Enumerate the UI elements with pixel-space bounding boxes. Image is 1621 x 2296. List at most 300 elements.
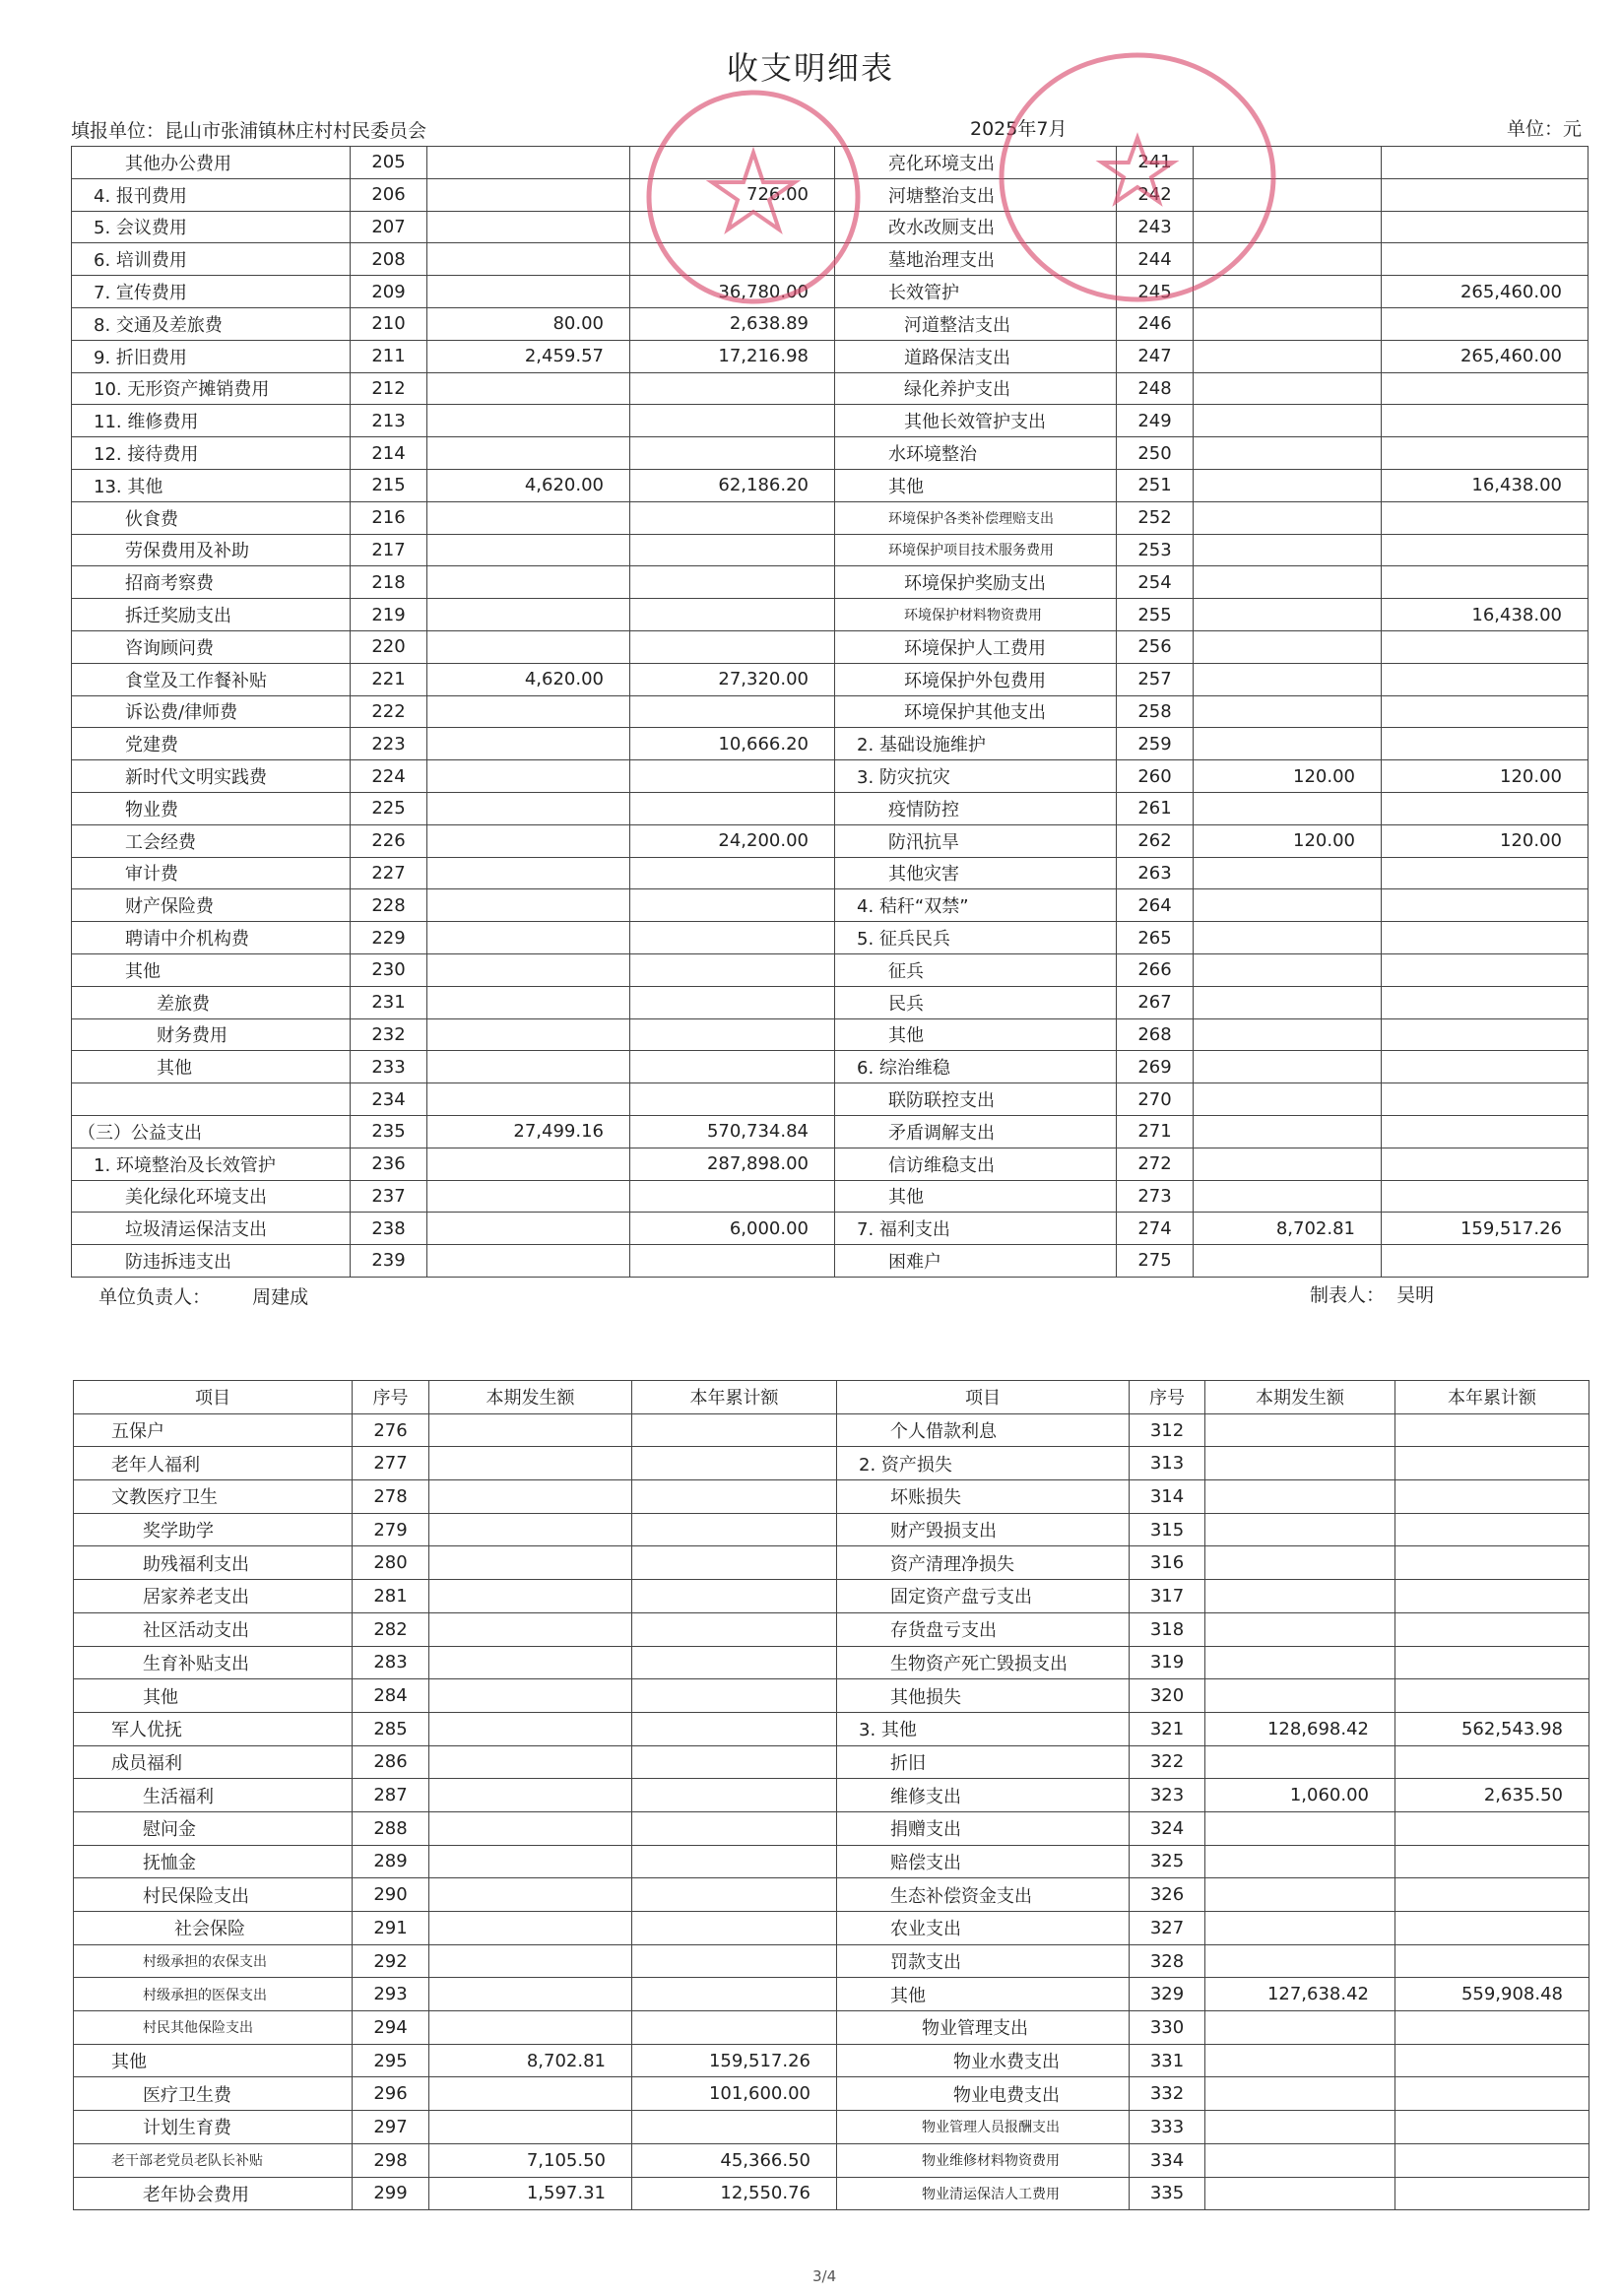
ytd-amount-cell — [630, 405, 835, 437]
current-amount-cell — [1205, 1845, 1395, 1878]
seq-cell: 205 — [351, 147, 427, 179]
column-header: 本年累计额 — [1395, 1381, 1589, 1414]
current-amount-cell — [1205, 2111, 1395, 2144]
ytd-amount-cell: 17,216.98 — [630, 340, 835, 372]
item-name-cell: 其他 — [74, 2044, 353, 2077]
item-name-cell: 5. 征兵民兵 — [835, 922, 1117, 954]
ytd-amount-cell — [630, 437, 835, 470]
ytd-amount-cell: 265,460.00 — [1382, 340, 1589, 372]
seq-cell: 328 — [1130, 1944, 1205, 1978]
current-amount-cell — [1205, 1413, 1395, 1447]
unit-head-label: 单位负责人： — [98, 1286, 212, 1308]
ytd-amount-cell — [1395, 1580, 1589, 1613]
item-name-cell: 征兵 — [835, 953, 1117, 986]
item-name-cell: 咨询顾问费 — [72, 630, 351, 663]
current-amount-cell: 8,702.81 — [429, 2044, 632, 2077]
current-amount-cell — [1194, 307, 1382, 340]
item-name-cell: 捐赠支出 — [837, 1811, 1130, 1845]
table-row — [74, 2011, 1589, 2045]
ytd-amount-cell — [1382, 663, 1589, 695]
table-row — [74, 1546, 1589, 1580]
ytd-amount-cell — [1382, 307, 1589, 340]
item-name-cell: 生育补贴支出 — [74, 1646, 353, 1679]
ytd-amount-cell — [632, 1712, 837, 1745]
seq-cell: 299 — [353, 2177, 429, 2210]
seq-cell: 262 — [1117, 824, 1194, 857]
current-amount-cell — [429, 1779, 632, 1812]
current-amount-cell — [427, 405, 630, 437]
item-name-cell: 其他 — [835, 1180, 1117, 1213]
current-amount-cell — [427, 953, 630, 986]
item-name-cell: 7. 宣传费用 — [72, 276, 351, 308]
item-name-cell: 2. 基础设施维护 — [835, 728, 1117, 760]
ytd-amount-cell — [630, 1051, 835, 1083]
table-row — [74, 1413, 1589, 1447]
item-name-cell: 其他 — [72, 953, 351, 986]
table-row — [74, 2111, 1589, 2144]
ytd-amount-cell — [1395, 1878, 1589, 1912]
item-name-cell: 老干部老党员老队长补贴 — [74, 2143, 353, 2177]
seq-cell: 326 — [1130, 1878, 1205, 1912]
current-amount-cell — [429, 1878, 632, 1912]
ytd-amount-cell — [1382, 1148, 1589, 1180]
ytd-amount-cell — [1382, 1180, 1589, 1213]
ytd-amount-cell — [1382, 1083, 1589, 1116]
ytd-amount-cell — [632, 2111, 837, 2144]
seq-cell: 294 — [353, 2011, 429, 2045]
current-amount-cell — [427, 889, 630, 922]
ytd-amount-cell: 10,666.20 — [630, 728, 835, 760]
item-name-cell: 差旅费 — [72, 986, 351, 1018]
seq-cell: 291 — [353, 1912, 429, 1945]
seq-cell: 277 — [353, 1447, 429, 1480]
seq-cell: 264 — [1117, 889, 1194, 922]
table-row — [72, 534, 1589, 566]
ytd-amount-cell — [630, 534, 835, 566]
column-header: 序号 — [1130, 1381, 1205, 1414]
current-amount-cell — [1194, 534, 1382, 566]
current-amount-cell — [427, 630, 630, 663]
ytd-amount-cell: 559,908.48 — [1395, 1978, 1589, 2011]
seq-cell: 296 — [353, 2077, 429, 2111]
table-row — [72, 857, 1589, 889]
ytd-amount-cell: 36,780.00 — [630, 276, 835, 308]
ytd-amount-cell — [630, 760, 835, 793]
ytd-amount-cell: 101,600.00 — [632, 2077, 837, 2111]
item-name-cell: 坏账损失 — [837, 1480, 1130, 1514]
ytd-amount-cell — [1395, 2177, 1589, 2210]
current-amount-cell — [1205, 1944, 1395, 1978]
seq-cell: 223 — [351, 728, 427, 760]
seq-cell: 209 — [351, 276, 427, 308]
ytd-amount-cell: 16,438.00 — [1382, 469, 1589, 501]
current-amount-cell — [429, 1679, 632, 1713]
ytd-amount-cell — [1395, 2111, 1589, 2144]
item-name-cell: 工会经费 — [72, 824, 351, 857]
item-name-cell: 抚恤金 — [74, 1845, 353, 1878]
table-row — [72, 1180, 1589, 1213]
item-name-cell: 折旧 — [837, 1745, 1130, 1779]
table-row — [72, 178, 1589, 211]
seq-cell: 279 — [353, 1513, 429, 1546]
table-row — [74, 1480, 1589, 1514]
current-amount-cell — [429, 2077, 632, 2111]
seq-cell: 255 — [1117, 599, 1194, 631]
ytd-amount-cell — [1382, 695, 1589, 728]
seq-cell: 229 — [351, 922, 427, 954]
current-amount-cell — [427, 276, 630, 308]
current-amount-cell: 120.00 — [1194, 824, 1382, 857]
item-name-cell: 食堂及工作餐补贴 — [72, 663, 351, 695]
page-number: 3/4 — [812, 2267, 837, 2285]
current-amount-cell — [1205, 1612, 1395, 1646]
ytd-amount-cell — [1382, 437, 1589, 470]
ytd-amount-cell — [630, 243, 835, 276]
seq-cell: 259 — [1117, 728, 1194, 760]
seq-cell: 261 — [1117, 792, 1194, 824]
table-row — [74, 1912, 1589, 1945]
seq-cell: 321 — [1130, 1712, 1205, 1745]
seq-cell: 292 — [353, 1944, 429, 1978]
current-amount-cell — [1194, 178, 1382, 211]
table-row — [74, 1944, 1589, 1978]
current-amount-cell — [429, 1447, 632, 1480]
reporting-unit: 填报单位：昆山市张浦镇林庄村村民委员会 — [71, 120, 427, 142]
item-name-cell: 改水改厕支出 — [835, 211, 1117, 243]
seq-cell: 219 — [351, 599, 427, 631]
item-name-cell: 党建费 — [72, 728, 351, 760]
current-amount-cell — [429, 1580, 632, 1613]
ytd-amount-cell — [1382, 372, 1589, 405]
seq-cell: 275 — [1117, 1245, 1194, 1278]
seq-cell: 285 — [353, 1712, 429, 1745]
table-row — [74, 1513, 1589, 1546]
seq-cell: 323 — [1130, 1779, 1205, 1812]
seq-cell: 208 — [351, 243, 427, 276]
current-amount-cell — [1194, 1245, 1382, 1278]
seq-cell: 234 — [351, 1083, 427, 1116]
table-row — [72, 1245, 1589, 1278]
seq-cell: 334 — [1130, 2143, 1205, 2177]
table-row — [74, 1612, 1589, 1646]
current-amount-cell — [427, 986, 630, 1018]
seq-cell: 241 — [1117, 147, 1194, 179]
item-name-cell: 5. 会议费用 — [72, 211, 351, 243]
seq-cell: 280 — [353, 1546, 429, 1580]
current-amount-cell: 1,597.31 — [429, 2177, 632, 2210]
item-name-cell: 其他损失 — [837, 1679, 1130, 1713]
current-amount-cell: 8,702.81 — [1194, 1213, 1382, 1245]
table-row — [74, 1845, 1589, 1878]
ytd-amount-cell — [1395, 1612, 1589, 1646]
seq-cell: 222 — [351, 695, 427, 728]
current-amount-cell — [429, 1612, 632, 1646]
current-amount-cell — [427, 599, 630, 631]
ytd-amount-cell — [630, 922, 835, 954]
item-name-cell: 11. 维修费用 — [72, 405, 351, 437]
current-amount-cell — [427, 437, 630, 470]
table-row — [72, 889, 1589, 922]
current-amount-cell — [1194, 1148, 1382, 1180]
table-row — [72, 1051, 1589, 1083]
seq-cell: 245 — [1117, 276, 1194, 308]
ytd-amount-cell — [632, 1646, 837, 1679]
current-amount-cell — [1194, 695, 1382, 728]
ytd-amount-cell: 16,438.00 — [1382, 599, 1589, 631]
item-name-cell: 劳保费用及补助 — [72, 534, 351, 566]
seq-cell: 317 — [1130, 1580, 1205, 1613]
current-amount-cell — [1194, 566, 1382, 599]
current-amount-cell — [429, 1546, 632, 1580]
seq-cell: 273 — [1117, 1180, 1194, 1213]
item-name-cell: 审计费 — [72, 857, 351, 889]
current-amount-cell — [1205, 1811, 1395, 1845]
item-name-cell: 医疗卫生费 — [74, 2077, 353, 2111]
detail-table-lower — [73, 1380, 1589, 2210]
item-name-cell: 4. 秸秆“双禁” — [835, 889, 1117, 922]
ytd-amount-cell — [1382, 1245, 1589, 1278]
current-amount-cell — [429, 1745, 632, 1779]
table-row — [74, 1878, 1589, 1912]
current-amount-cell — [1194, 1018, 1382, 1051]
current-amount-cell — [1205, 1878, 1395, 1912]
seq-cell: 331 — [1130, 2044, 1205, 2077]
item-name-cell: 其他 — [74, 1679, 353, 1713]
item-name-cell: 财务费用 — [72, 1018, 351, 1051]
seq-cell: 265 — [1117, 922, 1194, 954]
seq-cell: 320 — [1130, 1679, 1205, 1713]
current-amount-cell — [1205, 1580, 1395, 1613]
ytd-amount-cell: 2,638.89 — [630, 307, 835, 340]
table-row — [74, 2077, 1589, 2111]
seq-cell: 295 — [353, 2044, 429, 2077]
seq-cell: 237 — [351, 1180, 427, 1213]
ytd-amount-cell — [1382, 534, 1589, 566]
seq-cell: 319 — [1130, 1646, 1205, 1679]
current-amount-cell — [427, 147, 630, 179]
ytd-amount-cell — [1395, 1811, 1589, 1845]
seq-cell: 253 — [1117, 534, 1194, 566]
seq-cell: 257 — [1117, 663, 1194, 695]
ytd-amount-cell: 159,517.26 — [632, 2044, 837, 2077]
item-name-cell: 物业管理人员报酬支出 — [837, 2111, 1130, 2144]
current-amount-cell — [1194, 211, 1382, 243]
table-row — [72, 695, 1589, 728]
current-amount-cell — [1205, 2044, 1395, 2077]
item-name-cell: 军人优抚 — [74, 1712, 353, 1745]
ytd-amount-cell: 24,200.00 — [630, 824, 835, 857]
seq-cell: 260 — [1117, 760, 1194, 793]
item-name-cell: 社会保险 — [74, 1912, 353, 1945]
ytd-amount-cell — [630, 1180, 835, 1213]
ytd-amount-cell — [632, 1580, 837, 1613]
seq-cell: 228 — [351, 889, 427, 922]
ytd-amount-cell — [630, 566, 835, 599]
seq-cell: 271 — [1117, 1115, 1194, 1148]
item-name-cell: 环境保护各类补偿理赔支出 — [835, 501, 1117, 534]
seq-cell: 214 — [351, 437, 427, 470]
seq-cell: 297 — [353, 2111, 429, 2144]
ytd-amount-cell: 62,186.20 — [630, 469, 835, 501]
seq-cell: 217 — [351, 534, 427, 566]
seq-cell: 268 — [1117, 1018, 1194, 1051]
item-name-cell: 9. 折旧费用 — [72, 340, 351, 372]
current-amount-cell: 2,459.57 — [427, 340, 630, 372]
column-header: 项目 — [837, 1381, 1130, 1414]
seq-cell: 210 — [351, 307, 427, 340]
ytd-amount-cell — [632, 1978, 837, 2011]
table-row — [72, 630, 1589, 663]
current-amount-cell — [427, 243, 630, 276]
seq-cell: 269 — [1117, 1051, 1194, 1083]
current-amount-cell — [429, 1513, 632, 1546]
item-name-cell: 存货盘亏支出 — [837, 1612, 1130, 1646]
ytd-amount-cell: 265,460.00 — [1382, 276, 1589, 308]
current-amount-cell — [429, 1413, 632, 1447]
ytd-amount-cell — [1382, 922, 1589, 954]
item-name-cell: 绿化养护支出 — [835, 372, 1117, 405]
table-row — [74, 1646, 1589, 1679]
preparer-name: 吴明 — [1396, 1284, 1435, 1306]
unit-head-signature — [98, 1282, 308, 1309]
ytd-amount-cell — [632, 1745, 837, 1779]
item-name-cell: 亮化环境支出 — [835, 147, 1117, 179]
seq-cell: 235 — [351, 1115, 427, 1148]
ytd-amount-cell — [1382, 211, 1589, 243]
seq-cell: 283 — [353, 1646, 429, 1679]
item-name-cell: 道路保洁支出 — [835, 340, 1117, 372]
item-name-cell: 聘请中介机构费 — [72, 922, 351, 954]
item-name-cell: 固定资产盘亏支出 — [837, 1580, 1130, 1613]
current-amount-cell — [429, 1712, 632, 1745]
seq-cell: 318 — [1130, 1612, 1205, 1646]
seq-cell: 232 — [351, 1018, 427, 1051]
current-amount-cell — [429, 1912, 632, 1945]
item-name-cell: 环境保护外包费用 — [835, 663, 1117, 695]
item-name-cell: 财产毁损支出 — [837, 1513, 1130, 1546]
seq-cell: 272 — [1117, 1148, 1194, 1180]
item-name-cell: 4. 报刊费用 — [72, 178, 351, 211]
seq-cell: 211 — [351, 340, 427, 372]
column-header: 本期发生额 — [429, 1381, 632, 1414]
ytd-amount-cell — [1382, 178, 1589, 211]
item-name-cell: 农业支出 — [837, 1912, 1130, 1945]
seq-cell: 287 — [353, 1779, 429, 1812]
current-amount-cell — [1194, 437, 1382, 470]
current-amount-cell — [1205, 1912, 1395, 1945]
current-amount-cell — [1205, 1679, 1395, 1713]
item-name-cell: 河塘整治支出 — [835, 178, 1117, 211]
current-amount-cell — [1194, 372, 1382, 405]
item-name-cell: 成员福利 — [74, 1745, 353, 1779]
ytd-amount-cell — [1395, 1546, 1589, 1580]
current-amount-cell — [1194, 889, 1382, 922]
seq-cell: 206 — [351, 178, 427, 211]
current-amount-cell — [429, 1646, 632, 1679]
seq-cell: 244 — [1117, 243, 1194, 276]
seq-cell: 330 — [1130, 2011, 1205, 2045]
current-amount-cell — [1205, 2143, 1395, 2177]
table-row — [74, 1580, 1589, 1613]
current-amount-cell — [1194, 1115, 1382, 1148]
ytd-amount-cell — [1395, 2143, 1589, 2177]
current-amount-cell — [1194, 1180, 1382, 1213]
seq-cell: 327 — [1130, 1912, 1205, 1945]
item-name-cell: 3. 其他 — [837, 1712, 1130, 1745]
item-name-cell: 奖学助学 — [74, 1513, 353, 1546]
current-amount-cell: 120.00 — [1194, 760, 1382, 793]
item-name-cell: 物业维修材料物资费用 — [837, 2143, 1130, 2177]
current-amount-cell — [427, 566, 630, 599]
seq-cell: 247 — [1117, 340, 1194, 372]
item-name-cell: （三）公益支出 — [72, 1115, 351, 1148]
item-name-cell: 环境保护奖励支出 — [835, 566, 1117, 599]
item-name-cell: 河道整洁支出 — [835, 307, 1117, 340]
item-name-cell: 物业清运保洁人工费用 — [837, 2177, 1130, 2210]
current-amount-cell — [427, 824, 630, 857]
item-name-cell: 物业费 — [72, 792, 351, 824]
item-name-cell: 其他灾害 — [835, 857, 1117, 889]
ytd-amount-cell — [630, 792, 835, 824]
current-amount-cell: 127,638.42 — [1205, 1978, 1395, 2011]
table-row — [74, 2177, 1589, 2210]
current-amount-cell — [427, 1018, 630, 1051]
ytd-amount-cell — [632, 1779, 837, 1812]
ytd-amount-cell: 287,898.00 — [630, 1148, 835, 1180]
current-amount-cell — [1194, 340, 1382, 372]
ytd-amount-cell — [1395, 1912, 1589, 1945]
ytd-amount-cell — [630, 372, 835, 405]
item-name-cell: 12. 接待费用 — [72, 437, 351, 470]
item-name-cell: 10. 无形资产摊销费用 — [72, 372, 351, 405]
ytd-amount-cell — [632, 1912, 837, 1945]
item-name-cell: 物业电费支出 — [837, 2077, 1130, 2111]
ytd-amount-cell — [1382, 1115, 1589, 1148]
seq-cell: 289 — [353, 1845, 429, 1878]
ytd-amount-cell — [1382, 728, 1589, 760]
item-name-cell: 矛盾调解支出 — [835, 1115, 1117, 1148]
seq-cell: 286 — [353, 1745, 429, 1779]
item-name-cell — [72, 1083, 351, 1116]
ytd-amount-cell: 2,635.50 — [1395, 1779, 1589, 1812]
current-amount-cell — [1205, 1646, 1395, 1679]
currency-unit: 单位：元 — [1506, 118, 1582, 140]
ytd-amount-cell — [1382, 630, 1589, 663]
seq-cell: 225 — [351, 792, 427, 824]
seq-cell: 314 — [1130, 1480, 1205, 1514]
seq-cell: 312 — [1130, 1413, 1205, 1447]
item-name-cell: 疫情防控 — [835, 792, 1117, 824]
ytd-amount-cell: 6,000.00 — [630, 1213, 835, 1245]
ytd-amount-cell — [632, 1679, 837, 1713]
ytd-amount-cell — [1395, 1646, 1589, 1679]
item-name-cell: 6. 培训费用 — [72, 243, 351, 276]
item-name-cell: 墓地治理支出 — [835, 243, 1117, 276]
ytd-amount-cell — [1382, 953, 1589, 986]
table-row — [72, 792, 1589, 824]
item-name-cell: 文教医疗卫生 — [74, 1480, 353, 1514]
item-name-cell: 五保户 — [74, 1413, 353, 1447]
seq-cell: 238 — [351, 1213, 427, 1245]
ytd-amount-cell — [1395, 1513, 1589, 1546]
seq-cell: 329 — [1130, 1978, 1205, 2011]
current-amount-cell — [429, 2011, 632, 2045]
column-header: 本期发生额 — [1205, 1381, 1395, 1414]
current-amount-cell — [429, 1811, 632, 1845]
table-row — [72, 469, 1589, 501]
current-amount-cell — [429, 1978, 632, 2011]
seq-cell: 284 — [353, 1679, 429, 1713]
